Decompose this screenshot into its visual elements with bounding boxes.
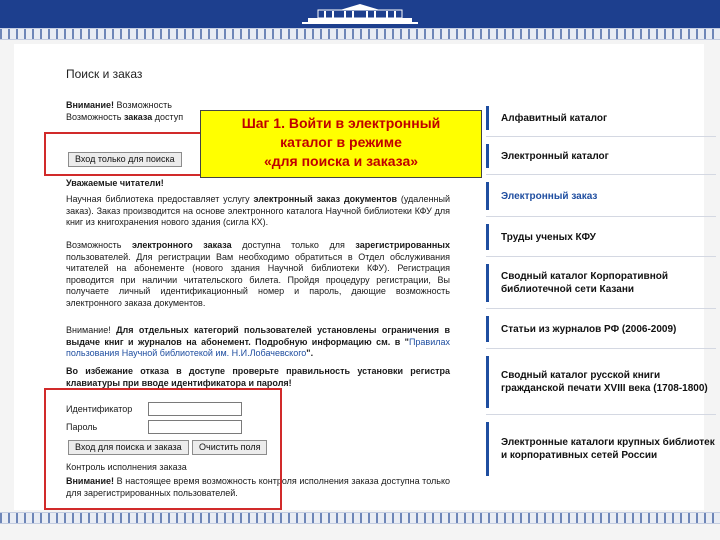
order-availability-line: Возможность заказа доступ: [66, 112, 184, 122]
clear-fields-button[interactable]: Очистить поля: [192, 440, 267, 455]
attention-line: Внимание! Возможность: [66, 100, 172, 110]
header-band: [0, 0, 720, 28]
sidebar-divider: [486, 256, 716, 257]
library-rules-link[interactable]: Правилах пользования Научной библиотекой им. Н.И.Лобачевского: [66, 336, 450, 358]
callout-line-2: каталог в режиме: [280, 134, 402, 150]
slide-canvas: [14, 44, 715, 510]
keyboard-warning-paragraph: Во избежание отказа в доступе проверьте правильность установки регистра клавиатуры при вводе идентификатора и пароля!: [66, 366, 450, 388]
sidebar-divider: [486, 216, 716, 217]
sidebar-item-major-libraries-catalogs[interactable]: Электронные каталоги крупных библиотек и корпоративных сетей России: [486, 422, 716, 476]
step-callout: [200, 110, 482, 178]
sidebar-item-kazan-union-catalog[interactable]: Сводный каталог Корпоративной библиотечной сети Казани: [486, 264, 716, 302]
sidebar-divider: [486, 308, 716, 309]
password-label: Пароль: [66, 422, 98, 432]
sidebar-item-rf-journal-articles[interactable]: Статьи из журналов РФ (2006-2009): [486, 316, 716, 342]
sidebar-divider: [486, 136, 716, 137]
order-control-title: Контроль исполнения заказа: [66, 462, 187, 472]
callout-line-1: Шаг 1. Войти в электронный: [241, 115, 441, 131]
sidebar-item-alphabetical-catalog[interactable]: Алфавитный каталог: [486, 106, 716, 130]
sidebar-item-kfu-works[interactable]: Труды ученых КФУ: [486, 224, 716, 250]
university-building-icon: [300, 2, 420, 26]
login-search-order-button[interactable]: Вход для поиска и заказа: [68, 440, 189, 455]
sidebar-item-electronic-order[interactable]: Электронный заказ: [486, 182, 716, 210]
dear-readers-heading: Уважаемые читатели!: [66, 178, 164, 188]
registration-paragraph: Возможность электронного заказа доступна только для зарегистрированных пользователей. Для регистрации Вам необходимо обратиться в Отдел обслуживания читателей на абонементе (нового здания Научной библиотеки КФУ). Регистрация проводится при наличии читательского билета. Пройдя процедуру регистрации, Вы получаете личный идентификационный номер и пароль, дающие возможность электронного заказа документов.: [66, 240, 450, 308]
page-title: Поиск и заказ: [66, 67, 143, 81]
order-control-paragraph: Внимание! В настоящее время возможность контроля исполнения заказа доступна только для зарегистрированных пользователей.: [66, 476, 450, 498]
sidebar-divider: [486, 414, 716, 415]
id-label: Идентификатор: [66, 404, 133, 414]
sidebar-divider: [486, 348, 716, 349]
sidebar-item-18th-century-catalog[interactable]: Сводный каталог русской книги гражданской печати XVIII века (1708-1800): [486, 356, 716, 408]
callout-line-3: «для поиска и заказа»: [263, 153, 419, 169]
restrictions-paragraph: Внимание! Для отдельных категорий пользователей установлены ограничения в выдаче книг и журналов на абонемент. Подробную информацию см. в "Правилах пользования Научной библиотекой им. Н.И.Лобачевского".: [66, 325, 450, 358]
ornament-border-bottom: [0, 512, 720, 524]
catalog-sidebar: [486, 104, 716, 504]
service-paragraph: Научная библиотека предоставляет услугу электронный заказ документов (удаленный заказ). Заказ производится на основе электронного каталога Научной библиотеки КФУ для книг из книгохранения нового здания (сигла КХ).: [66, 194, 450, 227]
ornament-border-top: [0, 28, 720, 40]
login-highlight-box: [44, 388, 282, 510]
sidebar-item-electronic-catalog[interactable]: Электронный каталог: [486, 144, 716, 168]
search-only-login-button[interactable]: Вход только для поиска: [68, 152, 182, 167]
sidebar-divider: [486, 174, 716, 175]
